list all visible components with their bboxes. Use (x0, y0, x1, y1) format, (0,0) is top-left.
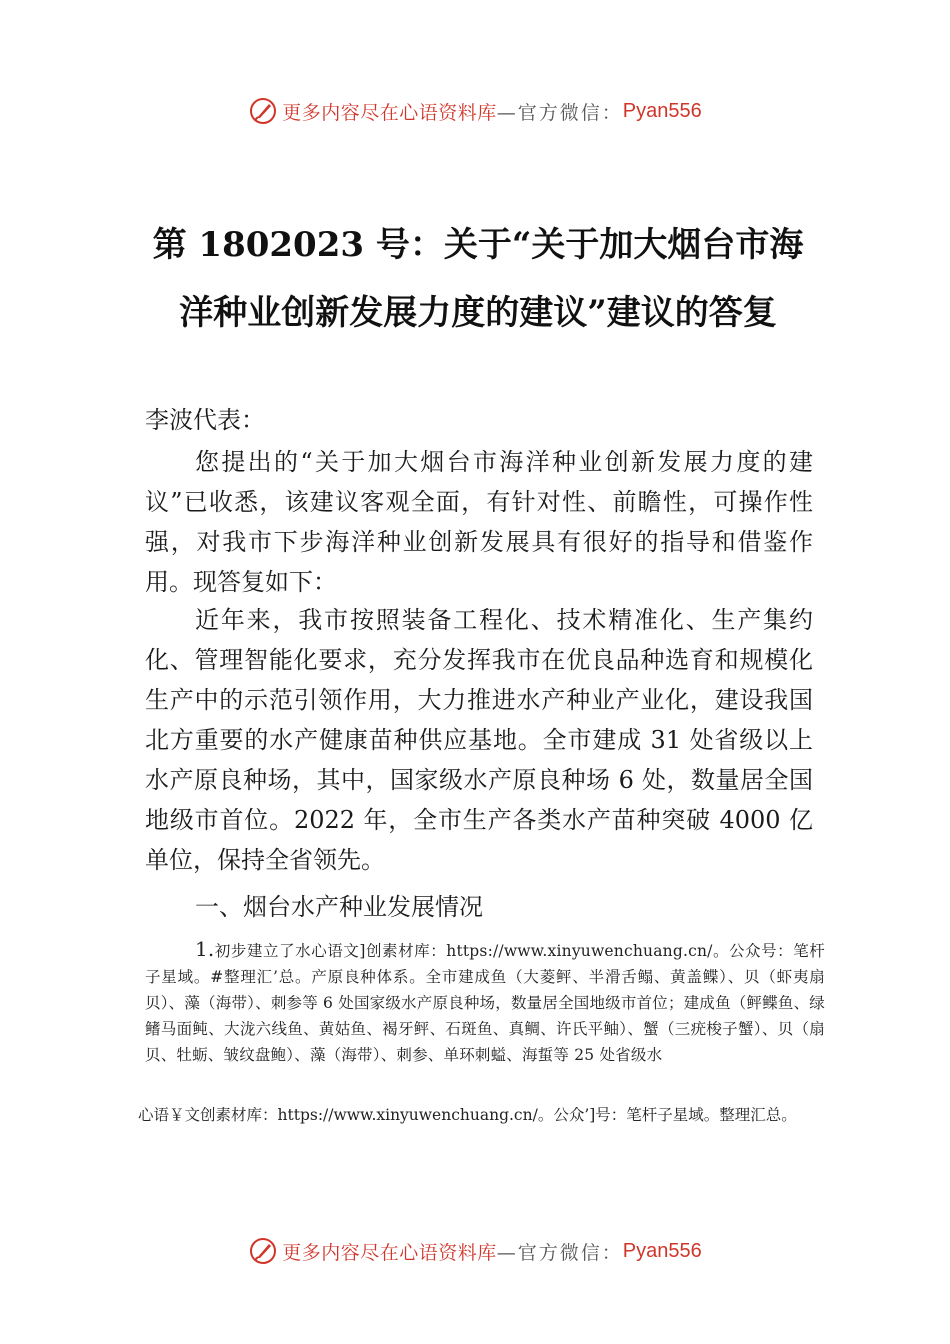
paragraph-acknowledgement: 您提出的“关于加大烟台市海洋种业创新发展力度的建议”已收悉，该建议客观全面，有针对性、前瞻性，可操作性强，对我市下步海洋种业创新发展具有很好的指导和借鉴作用。现答复如下： (145, 448, 813, 596)
watermark-wechat-id: Pyan556 (622, 99, 702, 122)
watermark-wechat-label: —官方微信： (496, 1241, 623, 1264)
paragraph-overview: 近年来，我市按照装备工程化、技术精准化、生产集约化、管理智能化要求，充分发挥我市在优良品种选育和规模化生产中的示范引领作用，大力推进水产种业产业化，建设我国北方重要的水产健康苗种供应基地。全市建成 31 处省级以上水产原良种场，其中，国家级水产原良种场 6 处，数量居全国地级市首位。2022 年，全市生产各类水产苗种突破 4000 亿单位，保持全省领先。 (145, 606, 813, 874)
watermark-footer (0, 1236, 950, 1266)
list-item (145, 936, 825, 1068)
document-title-line-2: 洋种业创新发展力度的建议”建议的答复 (179, 293, 777, 333)
document-title-line-1: 第 1802023 号：关于“关于加大烟台市海 (152, 225, 804, 265)
item-text: 初步建立了水心语文]创素材库：https://www.xinyuwenchuang.cn/。公众号：笔杆子星域。#整理汇’总。产原良种体系。全市建成鱼（大菱鲆、半滑舌鳎、黄盖鲽）、贝（虾夷扇贝）、藻（海带）、刺参等 6 处国家级水产原良种场，数量居全国地级市首位；建成鱼（鲆鲽鱼、绿鳍马面鲀、大泷六线鱼、黄姑鱼、褐牙鲆、石斑鱼、真鲷、许氏平鲉）、蟹（三疣梭子蟹）、贝（扇贝、牡蛎、皱纹盘鲍）、藻（海带）、刺参、单环刺螠、海蜇等 25 处省级水 (145, 942, 825, 1064)
watermark-brand: 更多内容尽在心语资料库 (282, 101, 497, 124)
section-heading: 一、烟台水产种业发展情况 (195, 893, 483, 921)
feather-pen-icon (248, 96, 278, 126)
watermark-header (0, 96, 950, 126)
watermark-brand: 更多内容尽在心语资料库 (282, 1241, 497, 1264)
watermark-wechat-label: —官方微信： (496, 101, 623, 124)
item-number: 1. (195, 937, 215, 961)
source-line: 心语￥文创素材库：https://www.xinyuwenchuang.cn/。公众’]号：笔杆子星域。整理汇总。 (138, 1106, 797, 1124)
feather-pen-icon (248, 1236, 278, 1266)
salutation: 李波代表： (145, 406, 265, 434)
watermark-wechat-id: Pyan556 (622, 1239, 702, 1262)
